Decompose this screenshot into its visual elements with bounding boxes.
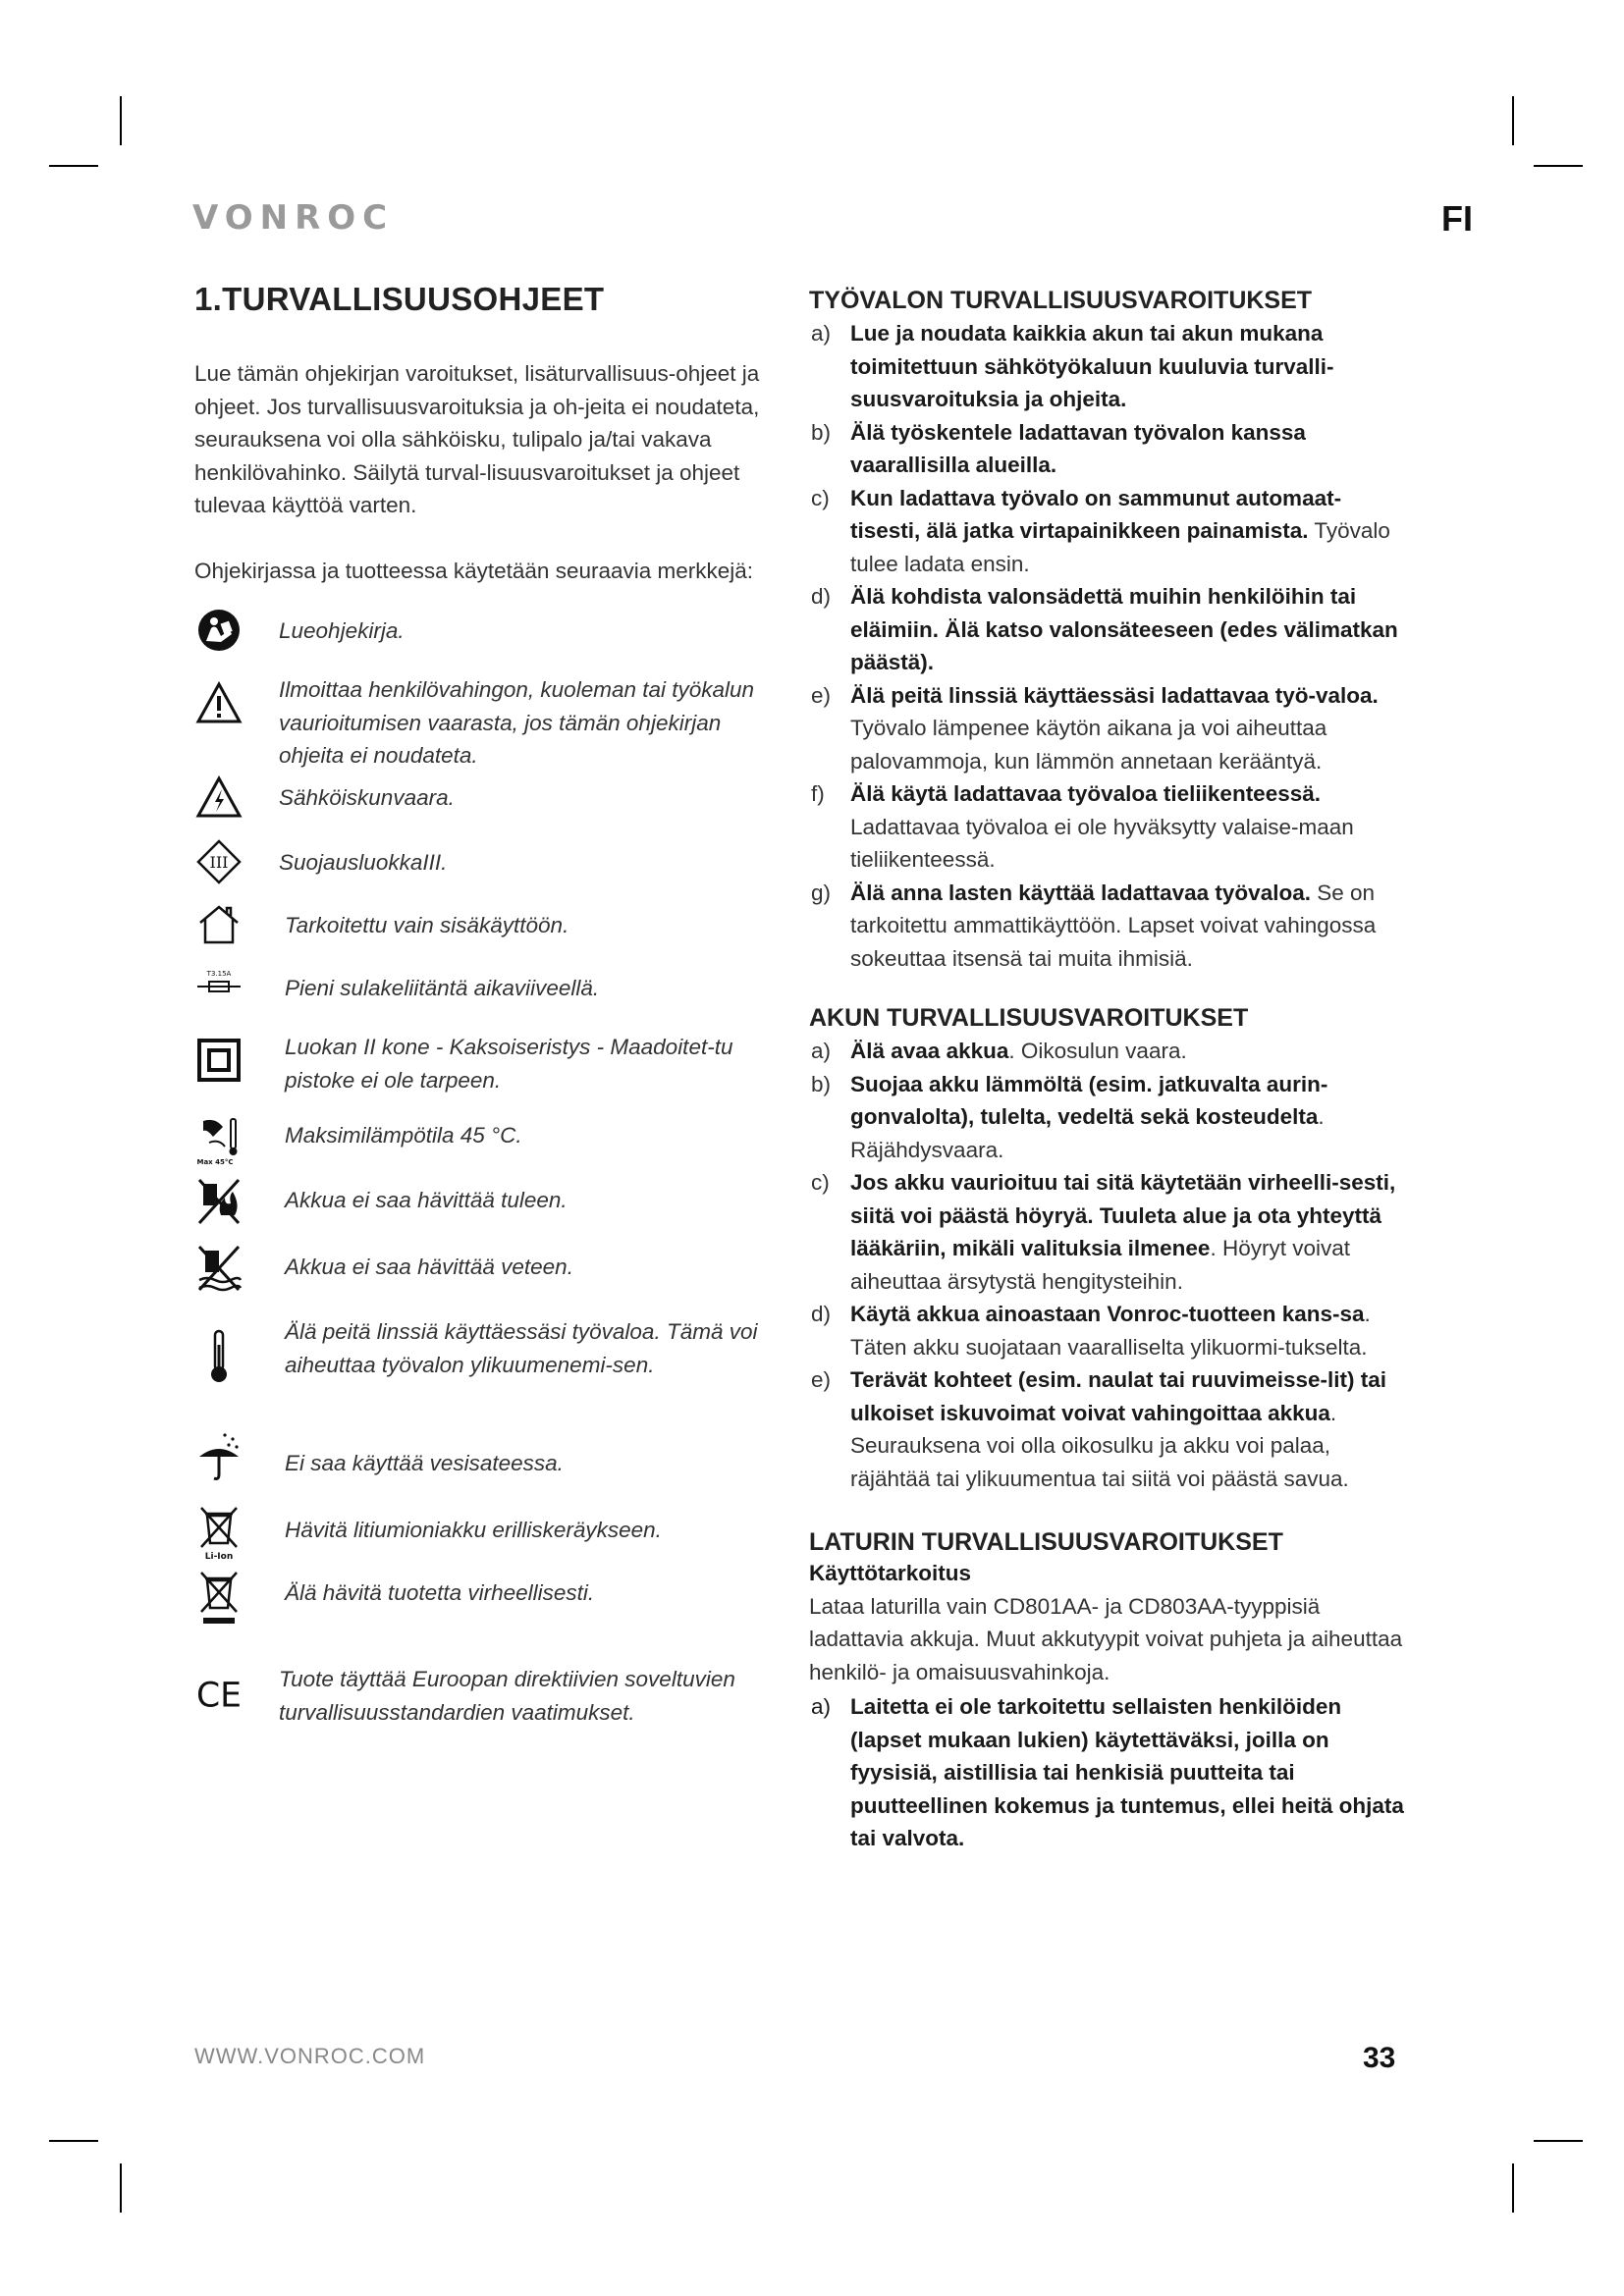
symbol-row: [194, 673, 784, 781]
li-ion-disposal-icon: [194, 1504, 244, 1563]
symbol-description: Pieni sulakeliitäntä aikaviiveellä.: [285, 976, 600, 1000]
right-column: [809, 287, 1408, 1855]
fuse-rating: T3.15A: [206, 970, 232, 978]
worklight-safety-title: TYÖVALON TURVALLISUUSVAROITUKSET: [809, 287, 1313, 314]
crop-mark: [49, 2140, 98, 2142]
protection-class-iii-icon: [194, 838, 244, 885]
electric-shock-icon: [194, 775, 244, 819]
battery-safety-list: [809, 1035, 1408, 1495]
language-code: FI: [1441, 198, 1473, 239]
symbol-description: Akkua ei saa hävittää veteen.: [285, 1255, 573, 1279]
symbol-description: Älä hävitä tuotetta virheellisesti.: [285, 1580, 595, 1605]
list-item: c) Kun ladattava työvalo on sammunut automaat-tisesti, älä jatka virtapainikkeen painamista. Työvalo tulee ladata ensin.: [811, 485, 1390, 576]
symbol-row: [194, 846, 784, 909]
intended-use-text: Lataa laturilla vain CD801AA- ja CD803AA-tyyppisiä ladattavia akkuja. Muut akkutyypit voivat puhjeta ja aiheuttaa henkilö- ja omaisuusvahinkoja.: [809, 1593, 1403, 1684]
symbol-description: Tuote täyttää Euroopan direktiivien soveltuvien turvallisuusstandardien vaatimukset.: [279, 1667, 735, 1725]
list-item: a) Laitetta ei ole tarkoitettu sellaisten henkilöiden (lapset mukaan lukien) käytettäväksi, joilla on fyysisiä, aistillisia tai henkisiä puutteita tai puutteellinen kokemus ja tuntemus, ellei heitä ohjata tai valvota.: [811, 1694, 1404, 1850]
symbol-description: SuojausluokkaIII.: [279, 850, 448, 875]
symbol-description: Lueohjekirja.: [279, 618, 405, 643]
symbol-description: Luokan II kone - Kaksoiseristys - Maadoitet-tu pistoke ei ole tarpeen.: [285, 1035, 733, 1093]
battery-safety-title: AKUN TURVALLISUUSVAROITUKSET: [809, 1004, 1249, 1032]
footer-url: WWW.VONROC.COM: [194, 2044, 426, 2068]
list-item: d) Käytä akkua ainoastaan Vonroc-tuotteen kans-sa. Täten akku suojataan vaaralliselta ylikuormi-tukselta.: [811, 1302, 1371, 1360]
signs-intro: Ohjekirjassa ja tuotteessa käytetään seuraavia merkkejä:: [194, 558, 754, 583]
symbol-description: Akkua ei saa hävittää tuleen.: [285, 1188, 568, 1212]
no-fire-icon: [194, 1176, 244, 1227]
symbol-description: Tarkoitettu vain sisäkäyttöön.: [285, 913, 569, 937]
symbol-row: [194, 909, 784, 972]
no-rain-icon: [194, 1431, 244, 1482]
symbol-description: Sähköiskunvaara.: [279, 785, 455, 810]
worklight-safety-list: [809, 317, 1408, 975]
intended-use-subtitle: Käyttötarkoitus: [809, 1561, 972, 1585]
li-ion-label: Li-Ion: [204, 1552, 234, 1562]
no-water-icon: [194, 1243, 244, 1294]
symbol-description: Älä peitä linssiä käyttäessäsi työvaloa. Tämä voi aiheuttaa työvalon ylikuumenemi-sen.: [285, 1319, 758, 1377]
section-title: 1.TURVALLISUUSOHJEET: [194, 281, 605, 317]
symbol-row: [194, 1251, 784, 1315]
symbol-description: Ilmoittaa henkilövahingon, kuoleman tai työkalun vaurioitumisen vaarasta, jos tämän ohjekirjan ohjeita ei noudateta.: [279, 677, 755, 768]
ce-mark-label: CE: [195, 1676, 243, 1714]
symbol-row: [194, 609, 784, 673]
list-item: c) Jos akku vaurioituu tai sitä käytetään virheelli-sesti, siitä voi päästä höyryä. Tuuleta alue ja ota yhteyttä lääkäriin, mikäli valituksia ilmenee. Höyryt voivat aiheuttaa ärsytystä hengitysteihin.: [811, 1170, 1396, 1294]
crop-mark: [49, 165, 98, 167]
thermometer-icon: [194, 1329, 244, 1384]
read-manual-icon: [194, 609, 244, 652]
list-item: a) Älä avaa akkua. Oikosulun vaara.: [811, 1039, 1187, 1063]
list-item: e) Älä peitä linssiä käyttäessäsi ladattavaa työ-valoa. Työvalo lämpenee käytön aikana ja voi aiheuttaa palovammoja, kun lämmön annetaan kerääntyä.: [811, 682, 1379, 774]
symbol-row: [194, 972, 784, 1031]
crop-mark: [1512, 96, 1514, 145]
warning-triangle-icon: [194, 681, 244, 724]
ce-mark-icon: [194, 1675, 244, 1714]
symbol-row: [194, 1184, 784, 1251]
left-column: [194, 281, 784, 1771]
charger-safety-list: [809, 1690, 1408, 1855]
crop-mark: [120, 96, 122, 145]
symbol-row: [194, 1514, 784, 1576]
charger-safety-title: LATURIN TURVALLISUUSVAROITUKSET: [809, 1528, 1283, 1556]
symbol-row: [194, 781, 784, 846]
crop-mark: [1534, 2140, 1583, 2142]
symbol-list: [194, 609, 784, 1771]
symbol-description: Hävitä litiumioniakku erilliskeräykseen.: [285, 1518, 662, 1542]
symbol-row: [194, 1119, 784, 1184]
list-item: d) Älä kohdista valonsädettä muihin henkilöihin tai eläimiin. Älä katso valonsäteeseen (edes välimatkan päästä).: [811, 584, 1398, 674]
indoor-use-icon: [194, 903, 244, 946]
symbol-row: [194, 1315, 784, 1447]
symbol-description: Ei saa käyttää vesisateessa.: [285, 1451, 564, 1475]
crop-mark: [120, 2163, 122, 2213]
max-temperature-icon: [194, 1115, 244, 1166]
list-item: e) Terävät kohteet (esim. naulat tai ruuvimeisse-lit) tai ulkoiset iskuvoimat voivat vahingoittaa akkua. Seurauksena voi olla oikosulku ja akku voi palaa, räjähtää tai ylikuumentua tai siitä voi päästä savua.: [811, 1367, 1386, 1491]
list-item: a) Lue ja noudata kaikkia akun tai akun mukana toimitettuun sähkötyökaluun kuuluvia turvalli-suusvaroituksia ja ohjeita.: [811, 321, 1334, 411]
symbol-description: Maksimilämpötila 45 °C.: [285, 1123, 522, 1148]
symbol-row: [194, 1031, 784, 1119]
symbol-row: [194, 1447, 784, 1514]
intro-paragraph: Lue tämän ohjekirjan varoitukset, lisäturvallisuus-ohjeet ja ohjeet. Jos turvallisuusvaroituksia ja oh-jeita ei noudateta, seurauksena voi olla sähköisku, tulipalo ja/tai vakava henkilövahinko. Säilytä turval-lisuusvaroitukset ja ohjeet tulevaa käyttöä varten.: [194, 361, 760, 517]
svg-text:III: III: [209, 853, 229, 872]
temp-label: Max 45°C: [196, 1158, 234, 1166]
crop-mark: [1512, 2163, 1514, 2213]
fuse-icon: [194, 968, 244, 1001]
crop-mark: [1534, 165, 1583, 167]
list-item: f) Älä käytä ladattavaa työvaloa tieliikenteessä. Ladattavaa työvaloa ei ole hyväksytty valaise-maan tieliikenteessä.: [811, 781, 1354, 872]
class-ii-icon: [194, 1039, 244, 1082]
weee-icon: [194, 1571, 244, 1626]
list-item: b) Suojaa akku lämmöltä (esim. jatkuvalta aurin-gonvalolta), tulelta, vedeltä sekä kosteudelta. Räjähdysvaara.: [811, 1071, 1328, 1162]
list-item: b) Älä työskentele ladattavan työvalon kanssa vaarallisilla alueilla.: [811, 419, 1306, 477]
list-item: g) Älä anna lasten käyttää ladattavaa työvaloa. Se on tarkoitettu ammattikäyttöön. Lapset voivat vahingossa sokeuttaa itsensä tai muita ihmisiä.: [811, 880, 1377, 971]
brand-logo: VONROC: [192, 198, 395, 238]
page-number: 33: [1363, 2042, 1396, 2074]
symbol-row: [194, 1576, 784, 1663]
symbol-row: [194, 1663, 784, 1771]
